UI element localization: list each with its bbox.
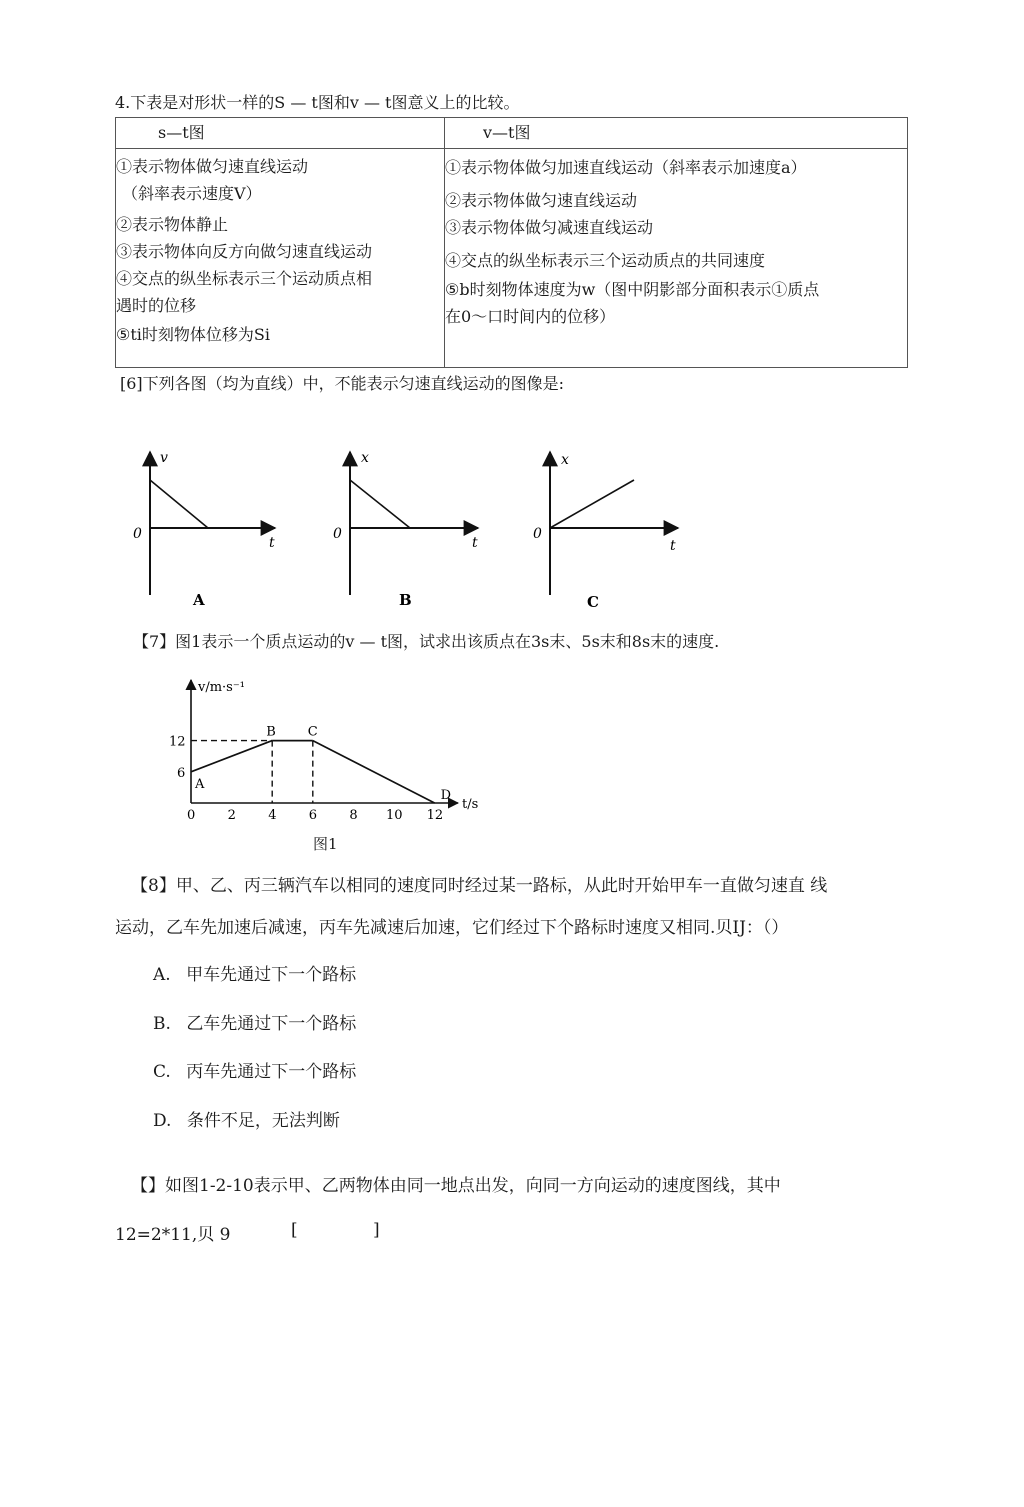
x-tick-label: 6 xyxy=(308,808,318,823)
graph-c-line xyxy=(550,480,634,528)
graph-a-caption: A xyxy=(193,591,205,609)
vt-x-axis-label: t/s xyxy=(462,797,479,812)
st-header: s—t图 xyxy=(158,123,205,142)
graph-b-x-label: t xyxy=(472,535,478,551)
vt-header: v—t图 xyxy=(483,123,531,142)
x-tick-label: 0 xyxy=(187,808,196,823)
q8-option-a[interactable] xyxy=(153,960,356,985)
vt-line: ①表示物体做匀加速直线运动（斜率表示加速度a） xyxy=(445,158,807,177)
q8-option-b[interactable] xyxy=(153,1009,356,1034)
graph-a-origin: 0 xyxy=(133,526,142,542)
answer-bracket-open: [ xyxy=(291,1220,298,1240)
option-letter: B. xyxy=(153,1014,171,1034)
q8-line1: 【8】甲、乙、丙三辆汽车以相同的速度同时经过某一路标，从此时开始甲车一直做匀速直 线 xyxy=(131,876,828,896)
option-letter: D. xyxy=(153,1111,172,1131)
graph-c-y-label: x xyxy=(561,452,569,468)
graph-c-caption: C xyxy=(587,593,599,611)
option-text: 丙车先通过下一个路标 xyxy=(186,1062,357,1082)
point-label: C xyxy=(307,724,318,740)
q9-line2: 12=2*11,贝 9 xyxy=(115,1225,231,1245)
option-text: 乙车先通过下一个路标 xyxy=(186,1014,357,1034)
q6-graphs xyxy=(0,0,1024,620)
q4-intro: 4.下表是对形状一样的S — t图和v — t图意义上的比较。 xyxy=(115,93,520,112)
velocity-segment xyxy=(313,741,435,803)
graph-a-x-label: t xyxy=(269,535,275,551)
option-letter: A. xyxy=(153,965,171,985)
st-line: ⑤ti时刻物体位移为Si xyxy=(116,325,270,344)
velocity-segment xyxy=(191,741,272,772)
vt-line: ③表示物体做匀减速直线运动 xyxy=(445,218,654,237)
graph-a-y-label: v xyxy=(160,450,168,466)
figure1-caption: 图1 xyxy=(313,835,338,853)
q6-question: [6]下列各图（均为直线）中，不能表示匀速直线运动的图像是: xyxy=(120,374,565,393)
graph-b-y-label: x xyxy=(361,450,369,466)
graph-b-line xyxy=(350,480,410,528)
st-line: ②表示物体静止 xyxy=(116,215,229,234)
q8-option-c[interactable] xyxy=(153,1057,356,1082)
graph-b xyxy=(333,450,478,609)
option-text: 条件不足，无法判断 xyxy=(186,1111,340,1131)
q9-line1: 【】如图1-2-10表示甲、乙两物体由同一地点出发，向同一方向运动的速度图线，其中 xyxy=(131,1176,781,1196)
graph-c-x-label: t xyxy=(670,538,676,554)
vt-line: 在0～口时间内的位移） xyxy=(445,307,616,326)
st-line: ①表示物体做匀速直线运动 xyxy=(116,157,309,176)
graph-b-caption: B xyxy=(399,591,412,609)
q8-line2: 运动，乙车先加速后减速，丙车先减速后加速，它们经过下个路标时速度又相同.贝IJ：（） xyxy=(115,918,789,938)
vt-line: ④交点的纵坐标表示三个运动质点的共同速度 xyxy=(445,251,766,270)
graph-a-line xyxy=(150,480,208,528)
y-tick-label: 12 xyxy=(169,734,186,750)
point-label: D xyxy=(440,788,452,803)
option-text: 甲车先通过下一个路标 xyxy=(186,965,357,985)
q8-option-d[interactable] xyxy=(153,1106,340,1131)
st-line: ④交点的纵坐标表示三个运动质点相 xyxy=(116,269,373,288)
x-tick-label: 10 xyxy=(386,808,403,823)
point-label: B xyxy=(266,724,276,740)
x-tick-label: 4 xyxy=(268,808,277,823)
st-line: ③表示物体向反方向做匀速直线运动 xyxy=(116,242,373,261)
graph-a xyxy=(133,450,275,609)
graph-c-origin: 0 xyxy=(533,526,542,542)
vt-line: ②表示物体做匀速直线运动 xyxy=(445,191,638,210)
x-tick-label: 8 xyxy=(349,808,358,823)
answer-bracket-close: ] xyxy=(373,1220,380,1240)
x-tick-label: 12 xyxy=(426,808,444,823)
vt-line: ⑤b时刻物体速度为w（图中阴影部分面积表示①质点 xyxy=(445,280,820,299)
x-tick-label: 2 xyxy=(227,808,236,823)
st-line: （斜率表示速度V） xyxy=(122,184,262,203)
st-line: 遇时的位移 xyxy=(116,296,197,315)
q7-question: 【7】图1表示一个质点运动的v — t图，试求出该质点在3s末、5s末和8s末的速度. xyxy=(133,632,720,651)
graph-c xyxy=(533,452,678,611)
y-tick-label: 6 xyxy=(177,765,186,781)
graph-b-origin: 0 xyxy=(333,526,342,542)
option-letter: C. xyxy=(153,1062,171,1082)
point-label: A xyxy=(195,776,205,792)
vt-chart xyxy=(150,670,510,860)
vt-y-axis-label: v/m·s⁻¹ xyxy=(198,680,245,695)
